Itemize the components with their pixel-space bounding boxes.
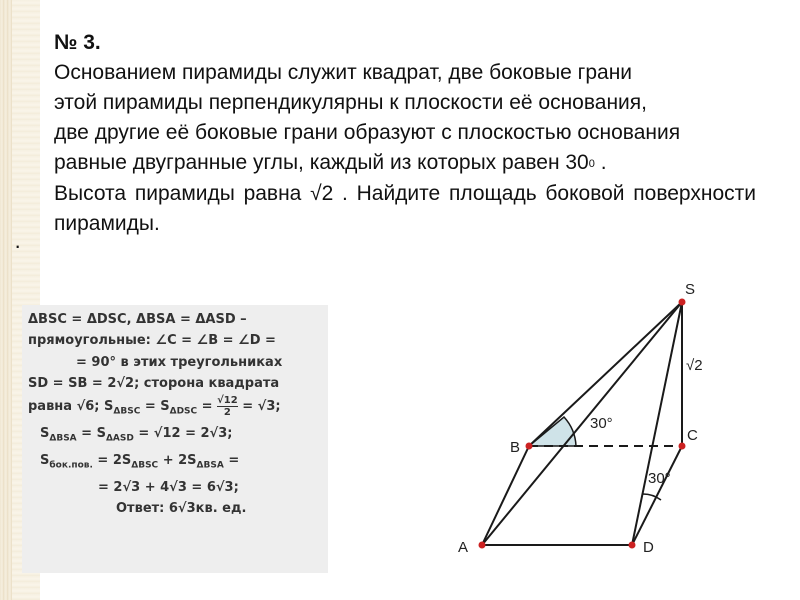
l7-sub2: ΔBSC: [131, 460, 159, 471]
l6-sub2: ΔASD: [105, 433, 134, 444]
solution-line-3: = 90° в этих треугольниках: [76, 354, 283, 370]
solution-line-8: = 2√3 + 4√3 = 6√3;: [98, 479, 239, 495]
problem-line-4-end: .: [594, 151, 607, 174]
label-height: √2: [686, 357, 703, 374]
label-d: D: [643, 539, 654, 556]
fraction-numerator: √12: [217, 394, 238, 406]
problem-line-4-text: равные двугранные углы, каждый из которых равен 30: [54, 151, 589, 174]
l6-mid: = S: [76, 425, 106, 441]
problem-line-2: этой пирамиды перпендикулярны к плоскости её основания,: [54, 91, 647, 114]
edge-sd: [632, 302, 682, 545]
l7-sub1: бок.пов.: [49, 460, 93, 471]
point-a: [479, 542, 486, 549]
angle-arc-b: [529, 417, 576, 446]
problem-line-4: [54, 148, 756, 179]
l5-start: равна √6; S: [28, 398, 114, 414]
problem-statement: [54, 28, 756, 239]
solution-answer: Ответ: 6√3кв. ед.: [116, 501, 247, 517]
solution-line-6: [22, 423, 328, 450]
label-angle-d: 30°: [648, 470, 671, 487]
label-c: C: [687, 427, 698, 444]
label-a: A: [458, 539, 469, 556]
problem-line-5: Высота пирамиды равна √2 . Найдите площадь боковой поверхности пирамиды.: [54, 182, 756, 235]
l5-mid: = S: [140, 398, 170, 414]
problem-line-3: две другие её боковые грани образуют с плоскостью основания: [54, 121, 681, 144]
l6-start: S: [40, 425, 50, 441]
solution-line-5: [22, 395, 328, 423]
edge-cd: [632, 446, 682, 545]
label-angle-b: 30°: [590, 415, 613, 432]
l7-start: S: [40, 452, 50, 468]
l7-end: =: [223, 452, 240, 468]
solution-line-4: SD = SB = 2√2; сторона квадрата: [28, 376, 280, 392]
problem-line-1: Основанием пирамиды служит квадрат, две боковые грани: [54, 61, 633, 84]
l6-end: = √12 = 2√3;: [133, 425, 233, 441]
l5-sub2: ΔDSC: [169, 406, 198, 417]
l7-mid: = 2S: [92, 452, 132, 468]
solution-line-7: [22, 450, 328, 477]
label-s: S: [685, 281, 696, 298]
l5-sub1: ΔBSC: [113, 406, 141, 417]
decorative-left-strip: [0, 0, 12, 600]
solution-line-1: ΔBSC = ΔDSC, ΔBSA = ΔASD –: [28, 312, 247, 327]
fraction-denominator: 2: [223, 406, 231, 418]
point-c: [679, 443, 686, 450]
l5-equals: =: [197, 398, 218, 414]
point-d: [629, 542, 636, 549]
l7-sub3: ΔBSA: [196, 460, 224, 471]
pyramid-diagram: [440, 270, 740, 570]
label-b: B: [510, 439, 521, 456]
point-s: [679, 299, 686, 306]
l6-sub1: ΔBSA: [49, 433, 77, 444]
solution-line-2: прямоугольные: ∠C = ∠B = ∠D =: [28, 333, 276, 349]
edge-sa: [482, 302, 682, 545]
l5-end: = √3;: [237, 398, 281, 414]
problem-number: № 3.: [54, 31, 101, 54]
degree-superscript: 0: [588, 158, 595, 170]
point-b: [526, 443, 533, 450]
bullet-dot: ·: [14, 233, 22, 258]
solution-box: [22, 305, 328, 573]
fraction: [217, 395, 238, 418]
l7-mid2: + 2S: [158, 452, 197, 468]
